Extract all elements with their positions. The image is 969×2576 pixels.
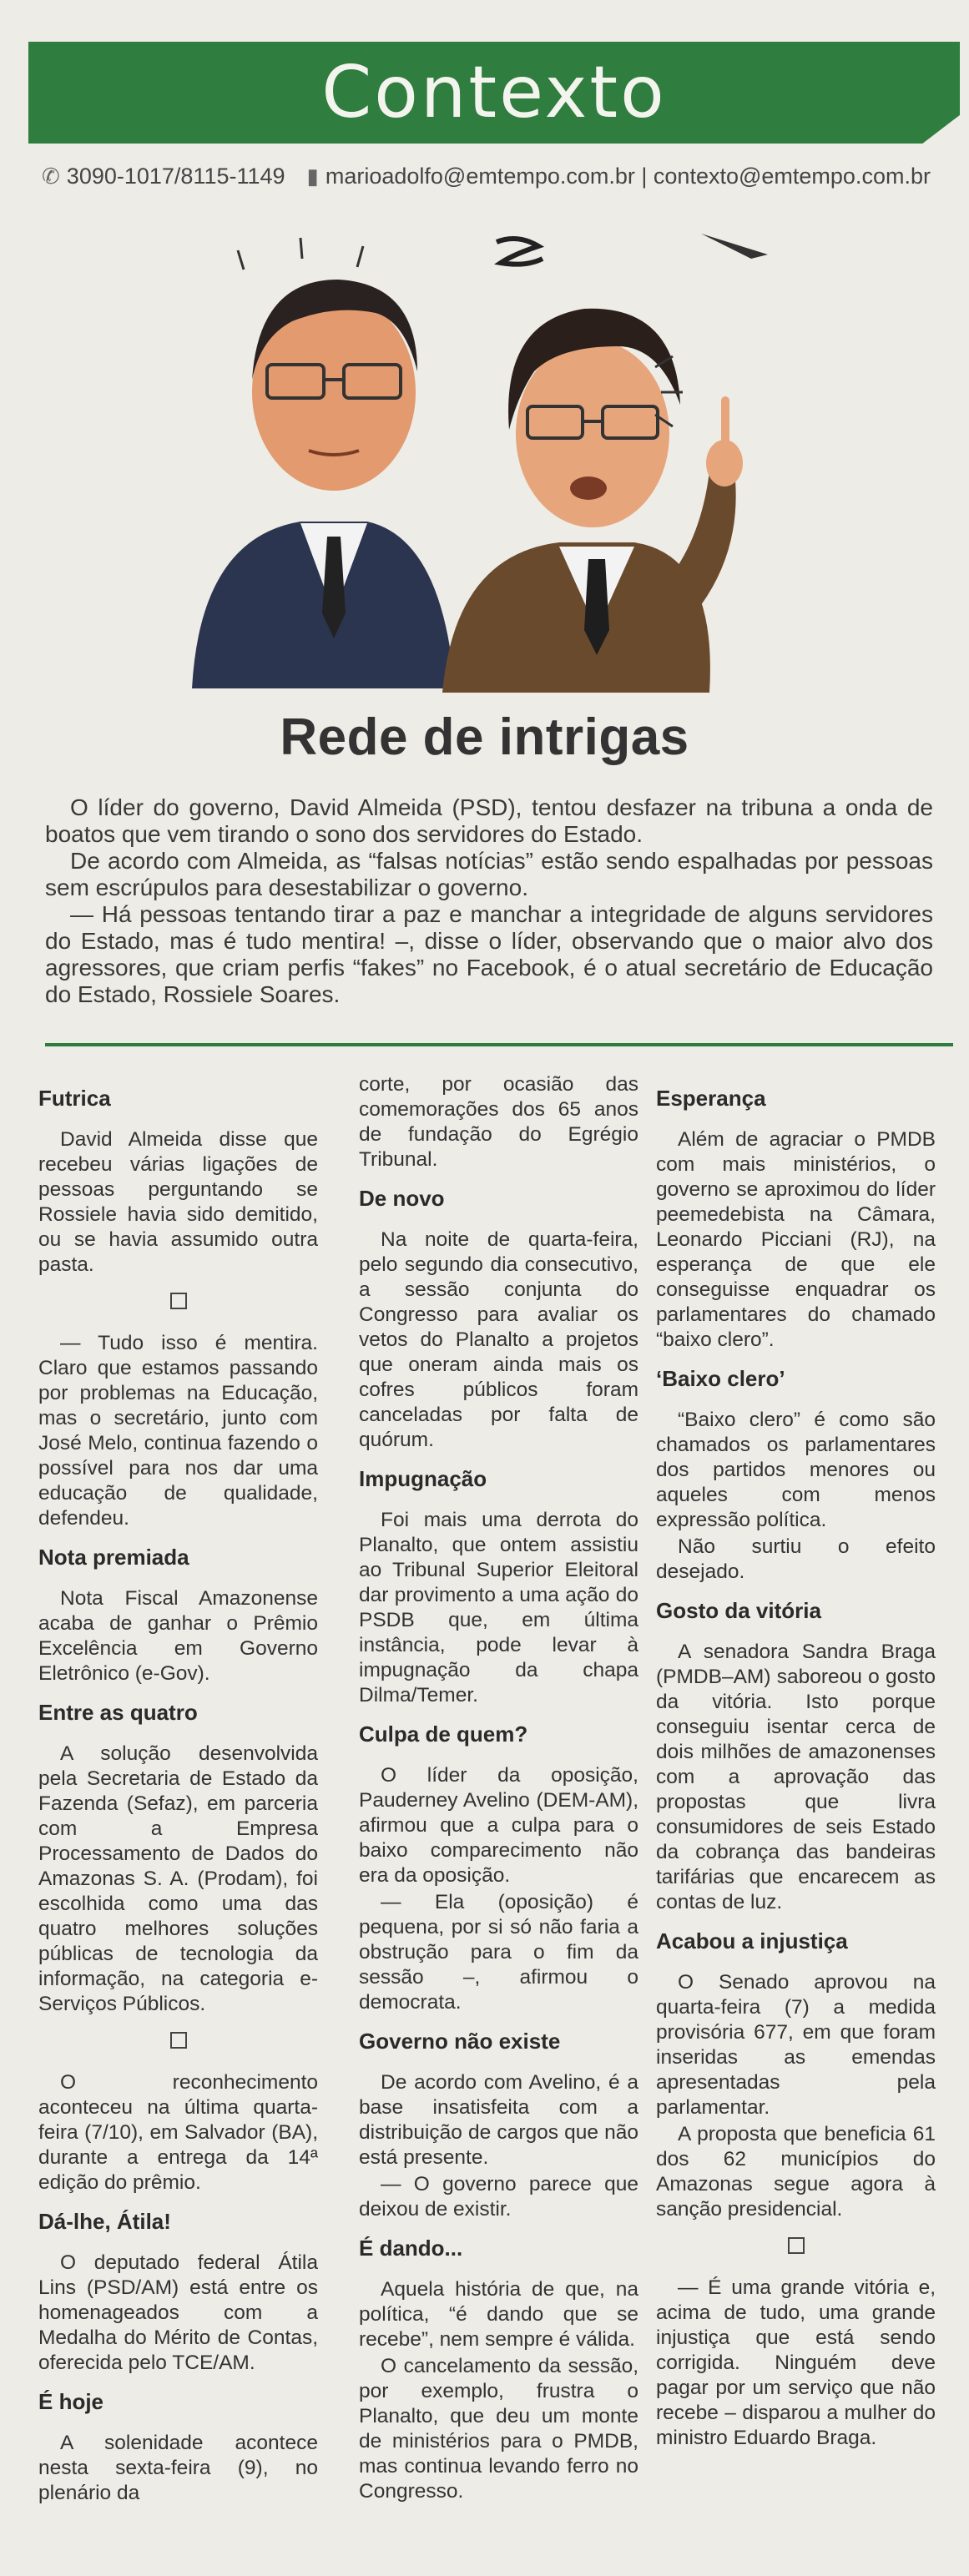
paragraph: A senadora Sandra Braga (PMDB–AM) saboreou o gosto da vitória. Isto porque conseguiu isentar cerca de dois milhões de amazonenses com a aprovação das propostas que livra consumidores de seis Estado da cobrança das bandeiras tarifárias que encarecem as contas de luz.	[656, 1641, 936, 1913]
paragraph: — É uma grande vitória e, acima de tudo, uma grande injustiça que está sendo corrigida. Ninguém deve pagar por um serviço que não recebe – disparou a mulher do ministro Eduardo Braga.	[656, 2276, 936, 2449]
lead-paragraph: O líder do governo, David Almeida (PSD), tentou desfazer na tribuna a onda de boatos que vem tirando o sono dos servidores do Estado.	[45, 794, 933, 847]
section-heading: Gosto da vitória	[656, 1598, 821, 1623]
paragraph: O cancelamento da sessão, por exemplo, frustra o Planalto, que deu um monte de ministérios para o PMDB, mas continua levando ferro no Congresso.	[359, 2355, 638, 2503]
paragraph: A solução desenvolvida pela Secretaria de Estado da Fazenda (Sefaz), em parceria com a Empresa Processamento de Dados do Amazonas S. A. (Prodam), foi escolhida como uma das quatro melhores soluções públicas de tecnologia da informação, na categoria e-Serviços Públicos.	[38, 1742, 318, 2015]
contact-line	[42, 164, 931, 189]
paragraph: “Baixo clero” é como são chamados os parlamentares dos partidos menores ou aqueles com menos expressão política.	[656, 1409, 936, 1531]
paragraph: A proposta que beneficia 61 dos 62 municípios do Amazonas segue agora à sanção presidencial.	[656, 2123, 936, 2221]
contact-emails: marioadolfo@emtempo.com.br | contexto@emtempo.com.br	[325, 164, 931, 189]
section-heading: Governo não existe	[359, 2029, 561, 2054]
paragraph: David Almeida disse que recebeu várias ligações de pessoas perguntando se Rossiele havia sido demitido, ou se havia assumido outra pasta.	[38, 1128, 318, 1276]
paragraph: Foi mais uma derrota do Planalto, que ontem assistiu ao Tribunal Superior Eleitoral dar provimento a uma ação do PSDB que, em última instância, pode levar à impugnação da chapa Dilma/Temer.	[359, 1509, 638, 1706]
paragraph: O Senado aprovou na quarta-feira (7) a medida provisória 677, em que foram inseridas as emendas apresentadas pela parlamentar.	[656, 1971, 936, 2119]
section-heading: Culpa de quem?	[359, 1722, 528, 1747]
lead-paragraph: De acordo com Almeida, as “falsas notícias” estão sendo espalhadas por pessoas sem escrúpulos para desestabilizar o governo.	[45, 848, 933, 900]
section-heading: Entre as quatro	[38, 1700, 198, 1725]
phone-icon: ✆	[42, 164, 60, 189]
section-heading: Nota premiada	[38, 1545, 189, 1570]
section-heading: Acabou a injustiça	[656, 1928, 848, 1953]
column-middle	[359, 1072, 638, 2506]
paragraph: O líder da oposição, Pauderney Avelino (DEM-AM), afirmou que a culpa para o baixo comparecimento não era da oposição.	[359, 1764, 638, 1887]
caricature-illustration	[167, 221, 801, 697]
paragraph: Nota Fiscal Amazonense acaba de ganhar o Prêmio Excelência em Governo Eletrônico (e-Gov).	[38, 1587, 318, 1685]
paragraph: A solenidade acontece nesta sexta-feira (9), no plenário da	[38, 2432, 318, 2504]
paragraph: Além de agraciar o PMDB com mais ministérios, o governo se aproximou do líder peemedebista na Câmara, Leonardo Picciani (RJ), na esperança de que ele conseguisse enquadrar os parlamentares do chamado “baixo clero”.	[656, 1128, 936, 1351]
section-heading: De novo	[359, 1186, 445, 1211]
paragraph: O reconhecimento aconteceu na última quarta-feira (7/10), em Salvador (BA), durante a entrega da 14ª edição do prêmio.	[38, 2071, 318, 2194]
paragraph: — O governo parece que deixou de existir.	[359, 2173, 638, 2221]
paragraph: Na noite de quarta-feira, pelo segundo dia consecutivo, a sessão conjunta do Congresso para avaliar os vetos do Planalto a projetos que oneram ainda mais os cofres públicos foram canceladas por falta de quórum.	[359, 1228, 638, 1451]
column-left	[38, 1072, 318, 2508]
separator-box-icon	[170, 2032, 187, 2049]
separator-box-icon	[788, 2237, 805, 2254]
paragraph: corte, por ocasião das comemorações dos 65 anos de fundação do Egrégio Tribunal.	[359, 1073, 638, 1171]
separator-box-icon	[170, 1293, 187, 1309]
mobile-icon: ▮	[306, 164, 319, 189]
section-heading: Esperança	[656, 1086, 766, 1111]
paragraph: Aquela história de que, na política, “é dando que se recebe”, nem sempre é válida.	[359, 2278, 638, 2351]
section-heading: Futrica	[38, 1086, 111, 1111]
paragraph: O deputado federal Átila Lins (PSD/AM) está entre os homenageados com a Medalha do Mérito de Contas, oferecida pelo TCE/AM.	[38, 2251, 318, 2374]
paragraph: De acordo com Avelino, é a base insatisfeita com a distribuição de cargos que não está presente.	[359, 2071, 638, 2169]
lead-paragraph: — Há pessoas tentando tirar a paz e manchar a integridade de alguns servidores do Estado, mas é tudo mentira! –, disse o líder, observando que o maior alvo dos agressores, que criam perfis “fakes” no Facebook, é o atual secretário de Educação do Estado, Rossiele Soares.	[45, 901, 933, 1007]
section-heading: É hoje	[38, 2389, 104, 2414]
paragraph: — Tudo isso é mentira. Claro que estamos passando por problemas na Educação, mas o secretário, junto com José Melo, continua fazendo o possível para nos dar uma educação de qualidade, defendeu.	[38, 1332, 318, 1530]
section-divider	[45, 1043, 953, 1046]
paragraph: Não surtiu o efeito desejado.	[656, 1535, 936, 1583]
headline: Rede de intrigas	[280, 708, 689, 766]
lead-text	[45, 794, 933, 1008]
section-heading: Dá-lhe, Átila!	[38, 2209, 171, 2234]
phone-number: 3090-1017/8115-1149	[66, 164, 285, 189]
section-heading: É dando...	[359, 2236, 463, 2261]
column-right	[656, 1072, 936, 2452]
column-title: Contexto	[321, 51, 667, 134]
section-heading: ‘Baixo clero’	[656, 1366, 785, 1391]
paragraph: — Ela (oposição) é pequena, por si só não faria a obstrução para o fim da sessão –, afirmou o democrata.	[359, 1891, 638, 2014]
section-heading: Impugnação	[359, 1466, 487, 1491]
